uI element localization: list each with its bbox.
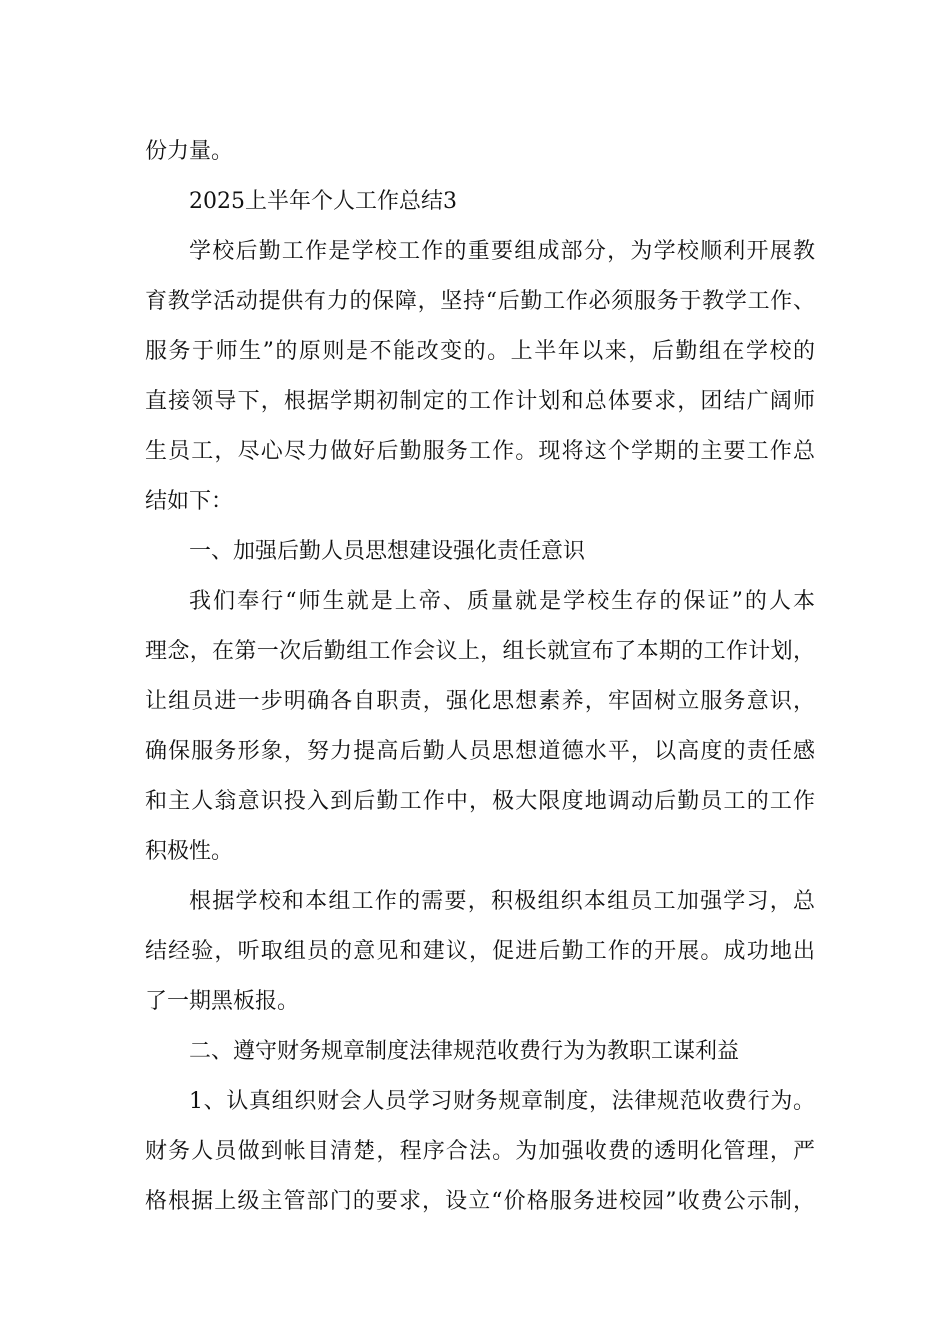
paragraph-line: 格根据上级主管部门的要求，设立“价格服务进校园”收费公示制，	[145, 1189, 815, 1214]
paragraph-line: 我们奉行“师生就是上帝、质量就是学校生存的保证”的人本	[189, 589, 815, 614]
paragraph-line: 让组员进一步明确各自职责，强化思想素养，牢固树立服务意识，	[145, 689, 815, 714]
paragraph-line: 直接领导下，根据学期初制定的工作计划和总体要求，团结广阔师	[145, 389, 815, 414]
paragraph-line: 生员工，尽心尽力做好后勤服务工作。现将这个学期的主要工作总	[145, 439, 815, 464]
paragraph-line: 结经验，听取组员的意见和建议，促进后勤工作的开展。成功地出	[145, 939, 815, 964]
paragraph-line: 和主人翁意识投入到后勤工作中，极大限度地调动后勤员工的工作	[145, 789, 815, 814]
heading-1: 一、加强后勤人员思想建设强化责任意识	[189, 539, 586, 564]
paragraph-line: 根据学校和本组工作的需要，积极组织本组员工加强学习，总	[189, 889, 815, 914]
paragraph-line: 服务于师生”的原则是不能改变的。上半年以来，后勤组在学校的	[145, 339, 815, 364]
heading-2: 二、遵守财务规章制度法律规范收费行为为教职工谋利益	[189, 1039, 740, 1064]
paragraph-line: 结如下：	[145, 489, 234, 514]
paragraph-line: 学校后勤工作是学校工作的重要组成部分，为学校顺利开展教	[189, 239, 815, 264]
paragraph-line: 1、认真组织财会人员学习财务规章制度，法律规范收费行为。	[189, 1089, 815, 1114]
text-line-continuation: 份力量。	[145, 139, 234, 164]
paragraph-line: 育教学活动提供有力的保障，坚持“后勤工作必须服务于教学工作、	[145, 289, 815, 314]
paragraph-line: 确保服务形象，努力提高后勤人员思想道德水平，以高度的责任感	[145, 739, 815, 764]
paragraph-line: 了一期黑板报。	[145, 989, 300, 1014]
paragraph-line: 理念，在第一次后勤组工作会议上，组长就宣布了本期的工作计划，	[145, 639, 815, 664]
paragraph-line: 积极性。	[145, 839, 234, 864]
section-title: 2025上半年个人工作总结3	[189, 189, 457, 214]
paragraph-line: 财务人员做到帐目清楚，程序合法。为加强收费的透明化管理，严	[145, 1139, 815, 1164]
